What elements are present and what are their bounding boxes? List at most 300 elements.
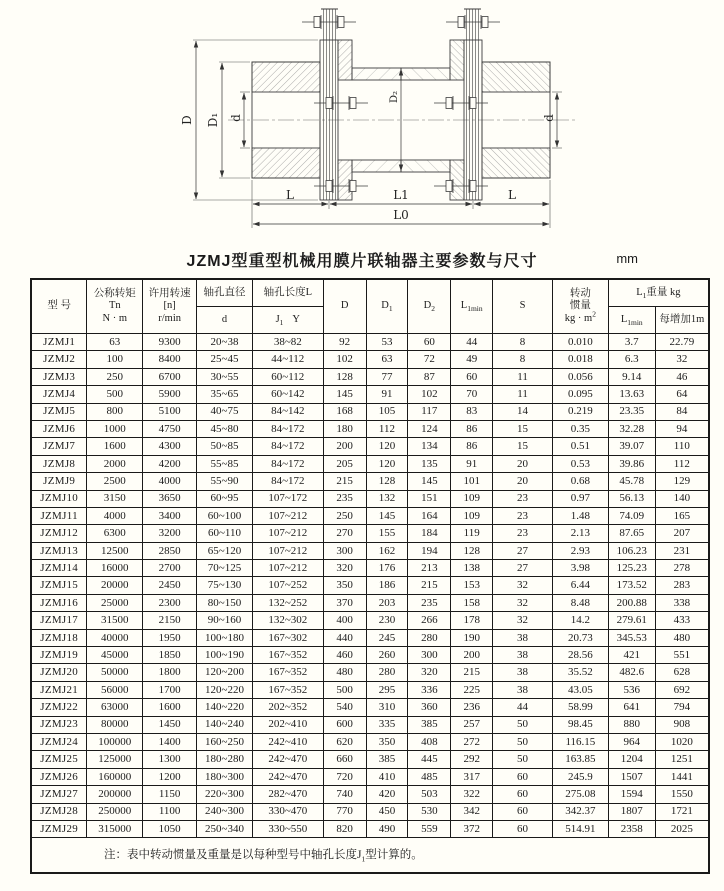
cell-per-meter-weight: 46 xyxy=(655,368,709,385)
table-row xyxy=(31,716,709,733)
cell-torque: 100 xyxy=(87,351,143,368)
cell-S: 23 xyxy=(493,525,553,542)
cell-bore-len: 242~410 xyxy=(252,733,323,750)
cell-S: 60 xyxy=(493,803,553,820)
header-bore-diameter-d: d xyxy=(197,307,253,334)
cell-D2: 385 xyxy=(408,716,451,733)
cell-per-meter-weight: 628 xyxy=(655,664,709,681)
cell-torque: 200000 xyxy=(87,786,143,803)
cell-per-meter-weight: 908 xyxy=(655,716,709,733)
cell-S: 38 xyxy=(493,681,553,698)
dim-label-D1: D₁ xyxy=(206,112,220,128)
cell-inertia: 2.13 xyxy=(552,525,608,542)
cell-L1min: 342 xyxy=(451,803,493,820)
dim-label-L1: L1 xyxy=(393,188,409,202)
cell-model: JZMJ14 xyxy=(31,560,87,577)
cell-per-meter-weight: 278 xyxy=(655,560,709,577)
dim-label-d-right: d xyxy=(542,114,556,122)
cell-bore-len: 44~112 xyxy=(252,351,323,368)
cell-per-meter-weight: 165 xyxy=(655,507,709,524)
cell-D: 480 xyxy=(323,664,366,681)
table-row xyxy=(31,542,709,559)
cell-L1min: 272 xyxy=(451,733,493,750)
table-row xyxy=(31,351,709,368)
cell-D: 102 xyxy=(323,351,366,368)
cell-speed: 5100 xyxy=(143,403,197,420)
header-model: 型 号 xyxy=(31,279,87,334)
cell-D1: 245 xyxy=(366,629,408,646)
cell-per-meter-weight: 338 xyxy=(655,594,709,611)
cell-L1min: 86 xyxy=(451,420,493,437)
cell-D1: 186 xyxy=(366,577,408,594)
cell-D2: 485 xyxy=(408,768,451,785)
cell-per-meter-weight: 140 xyxy=(655,490,709,507)
cell-speed: 8400 xyxy=(143,351,197,368)
cell-speed: 4750 xyxy=(143,420,197,437)
cell-D1: 280 xyxy=(366,664,408,681)
cell-torque: 1000 xyxy=(87,420,143,437)
table-row xyxy=(31,490,709,507)
header-S: S xyxy=(493,279,553,334)
cell-D: 180 xyxy=(323,420,366,437)
cell-D2: 194 xyxy=(408,542,451,559)
cell-D1: 77 xyxy=(366,368,408,385)
cell-bore-dia: 65~120 xyxy=(197,542,253,559)
cell-D1: 128 xyxy=(366,473,408,490)
cell-S: 15 xyxy=(493,438,553,455)
bolt-icon xyxy=(314,96,368,110)
cell-bore-len: 330~470 xyxy=(252,803,323,820)
cell-model: JZMJ29 xyxy=(31,820,87,837)
cell-model: JZMJ1 xyxy=(31,334,87,351)
cell-l1min-weight: 3.7 xyxy=(608,334,655,351)
cell-speed: 2700 xyxy=(143,560,197,577)
cell-D2: 266 xyxy=(408,612,451,629)
cell-l1min-weight: 964 xyxy=(608,733,655,750)
cell-L1min: 109 xyxy=(451,490,493,507)
cell-torque: 100000 xyxy=(87,733,143,750)
cell-speed: 4300 xyxy=(143,438,197,455)
cell-L1min: 215 xyxy=(451,664,493,681)
cell-L1min: 86 xyxy=(451,438,493,455)
cell-per-meter-weight: 129 xyxy=(655,473,709,490)
cell-S: 60 xyxy=(493,786,553,803)
cell-speed: 2150 xyxy=(143,612,197,629)
table-row xyxy=(31,664,709,681)
cell-L1min: 60 xyxy=(451,368,493,385)
table-header xyxy=(31,279,709,334)
cell-S: 32 xyxy=(493,577,553,594)
cell-S: 8 xyxy=(493,351,553,368)
cell-bore-len: 330~550 xyxy=(252,820,323,837)
cell-model: JZMJ20 xyxy=(31,664,87,681)
cell-L1min: 225 xyxy=(451,681,493,698)
table-note: 注：表中转动惯量及重量是以每种型号中轴孔长度$J_1$型计算的。 xyxy=(31,838,709,874)
cell-bore-dia: 55~90 xyxy=(197,473,253,490)
dim-label-D: D xyxy=(180,115,194,125)
cell-speed: 1950 xyxy=(143,629,197,646)
dim-label-L-left: L xyxy=(286,188,294,202)
cell-D2: 72 xyxy=(408,351,451,368)
cell-inertia: 58.99 xyxy=(552,699,608,716)
cell-per-meter-weight: 22.79 xyxy=(655,334,709,351)
cell-L1min: 44 xyxy=(451,334,493,351)
cell-model: JZMJ6 xyxy=(31,420,87,437)
cell-L1min: 128 xyxy=(451,542,493,559)
cell-inertia: 1.48 xyxy=(552,507,608,524)
cell-speed: 1150 xyxy=(143,786,197,803)
cell-inertia: 0.095 xyxy=(552,386,608,403)
table-row xyxy=(31,368,709,385)
cell-D2: 124 xyxy=(408,420,451,437)
cell-D: 215 xyxy=(323,473,366,490)
cell-l1min-weight: 880 xyxy=(608,716,655,733)
cell-S: 11 xyxy=(493,386,553,403)
bolt-icon xyxy=(446,15,500,29)
cell-L1min: 83 xyxy=(451,403,493,420)
cell-D2: 559 xyxy=(408,820,451,837)
cell-D1: 53 xyxy=(366,334,408,351)
cell-speed: 1300 xyxy=(143,751,197,768)
cell-D: 205 xyxy=(323,455,366,472)
cell-speed: 4200 xyxy=(143,455,197,472)
cell-torque: 315000 xyxy=(87,820,143,837)
cell-l1min-weight: 106.23 xyxy=(608,542,655,559)
table-row xyxy=(31,560,709,577)
coupling-drawing-section xyxy=(0,0,724,246)
cell-S: 14 xyxy=(493,403,553,420)
cell-D2: 145 xyxy=(408,473,451,490)
cell-inertia: 0.35 xyxy=(552,420,608,437)
header-speed: 许用转速 [n] r/min xyxy=(143,279,197,334)
header-bore-diameter: 轴孔直径 xyxy=(197,279,253,307)
table-row xyxy=(31,525,709,542)
cell-S: 27 xyxy=(493,542,553,559)
cell-speed: 1600 xyxy=(143,699,197,716)
cell-inertia: 3.98 xyxy=(552,560,608,577)
header-L1-weight-group: $L_1$重量 kg xyxy=(608,279,709,307)
cell-L1min: 49 xyxy=(451,351,493,368)
header-D1: $D_1$ xyxy=(366,279,408,334)
table-row xyxy=(31,334,709,351)
cell-D1: 63 xyxy=(366,351,408,368)
header-bore-length: 轴孔长度L xyxy=(252,279,323,307)
cell-torque: 2500 xyxy=(87,473,143,490)
cell-model: JZMJ3 xyxy=(31,368,87,385)
table-row xyxy=(31,751,709,768)
cell-D1: 310 xyxy=(366,699,408,716)
cell-bore-dia: 140~220 xyxy=(197,699,253,716)
cell-model: JZMJ2 xyxy=(31,351,87,368)
cell-speed: 1050 xyxy=(143,820,197,837)
cell-D2: 445 xyxy=(408,751,451,768)
cell-torque: 56000 xyxy=(87,681,143,698)
header-weight-per-meter: 每增加1m xyxy=(655,307,709,334)
cell-bore-len: 107~172 xyxy=(252,490,323,507)
cell-D: 128 xyxy=(323,368,366,385)
cell-L1min: 119 xyxy=(451,525,493,542)
table-row xyxy=(31,681,709,698)
cell-bore-dia: 160~250 xyxy=(197,733,253,750)
cell-bore-dia: 40~75 xyxy=(197,403,253,420)
cell-bore-dia: 120~200 xyxy=(197,664,253,681)
cell-l1min-weight: 2358 xyxy=(608,820,655,837)
spec-table xyxy=(30,278,710,874)
cell-speed: 2850 xyxy=(143,542,197,559)
cell-D2: 135 xyxy=(408,455,451,472)
cell-L1min: 138 xyxy=(451,560,493,577)
cell-speed: 1200 xyxy=(143,768,197,785)
cell-speed: 4000 xyxy=(143,473,197,490)
cell-S: 38 xyxy=(493,664,553,681)
cell-D1: 410 xyxy=(366,768,408,785)
cell-inertia: 245.9 xyxy=(552,768,608,785)
cell-D: 460 xyxy=(323,647,366,664)
cell-inertia: 0.97 xyxy=(552,490,608,507)
cell-torque: 250 xyxy=(87,368,143,385)
cell-torque: 45000 xyxy=(87,647,143,664)
cell-D: 400 xyxy=(323,612,366,629)
cell-bore-len: 38~82 xyxy=(252,334,323,351)
cell-per-meter-weight: 433 xyxy=(655,612,709,629)
cell-inertia: 20.73 xyxy=(552,629,608,646)
cell-S: 38 xyxy=(493,647,553,664)
cell-inertia: 0.53 xyxy=(552,455,608,472)
cell-per-meter-weight: 84 xyxy=(655,403,709,420)
table-row xyxy=(31,455,709,472)
cell-l1min-weight: 13.63 xyxy=(608,386,655,403)
cell-model: JZMJ24 xyxy=(31,733,87,750)
cell-L1min: 372 xyxy=(451,820,493,837)
cell-D2: 215 xyxy=(408,577,451,594)
cell-per-meter-weight: 794 xyxy=(655,699,709,716)
cell-bore-len: 84~172 xyxy=(252,438,323,455)
cell-D1: 450 xyxy=(366,803,408,820)
cell-inertia: 0.056 xyxy=(552,368,608,385)
cell-model: JZMJ15 xyxy=(31,577,87,594)
cell-inertia: 0.018 xyxy=(552,351,608,368)
cell-bore-len: 107~212 xyxy=(252,507,323,524)
unit-label: mm xyxy=(616,251,638,266)
cell-bore-len: 107~212 xyxy=(252,525,323,542)
cell-D1: 120 xyxy=(366,455,408,472)
table-row xyxy=(31,403,709,420)
table-row xyxy=(31,612,709,629)
cell-per-meter-weight: 1020 xyxy=(655,733,709,750)
cell-inertia: 275.08 xyxy=(552,786,608,803)
header-weight-L1min: $L_{1min}$ xyxy=(608,307,655,334)
table-row xyxy=(31,473,709,490)
cell-bore-len: 132~252 xyxy=(252,594,323,611)
cell-L1min: 190 xyxy=(451,629,493,646)
cell-l1min-weight: 173.52 xyxy=(608,577,655,594)
cell-torque: 500 xyxy=(87,386,143,403)
cell-D2: 280 xyxy=(408,629,451,646)
cell-D: 350 xyxy=(323,577,366,594)
cell-S: 44 xyxy=(493,699,553,716)
table-row xyxy=(31,420,709,437)
table-row xyxy=(31,507,709,524)
cell-inertia: 0.010 xyxy=(552,334,608,351)
cell-D: 660 xyxy=(323,751,366,768)
cell-D1: 490 xyxy=(366,820,408,837)
cell-torque: 2000 xyxy=(87,455,143,472)
cell-D: 168 xyxy=(323,403,366,420)
cell-torque: 20000 xyxy=(87,577,143,594)
cell-per-meter-weight: 94 xyxy=(655,420,709,437)
cell-bore-dia: 60~110 xyxy=(197,525,253,542)
cell-speed: 3400 xyxy=(143,507,197,524)
cell-L1min: 236 xyxy=(451,699,493,716)
cell-D2: 320 xyxy=(408,664,451,681)
cell-per-meter-weight: 207 xyxy=(655,525,709,542)
cell-model: JZMJ23 xyxy=(31,716,87,733)
cell-bore-len: 242~470 xyxy=(252,751,323,768)
cell-per-meter-weight: 283 xyxy=(655,577,709,594)
cell-S: 11 xyxy=(493,368,553,385)
cell-D1: 203 xyxy=(366,594,408,611)
cell-S: 50 xyxy=(493,716,553,733)
cell-speed: 2300 xyxy=(143,594,197,611)
header-inertia: 转动 惯量 kg · $m^2$ xyxy=(552,279,608,334)
cell-D2: 87 xyxy=(408,368,451,385)
cell-speed: 1400 xyxy=(143,733,197,750)
header-torque: 公称转矩 Tn N · m xyxy=(87,279,143,334)
header-D2: $D_2$ xyxy=(408,279,451,334)
cell-D: 235 xyxy=(323,490,366,507)
cell-l1min-weight: 39.07 xyxy=(608,438,655,455)
cell-torque: 250000 xyxy=(87,803,143,820)
cell-bore-len: 167~352 xyxy=(252,681,323,698)
cell-bore-len: 167~352 xyxy=(252,647,323,664)
cell-L1min: 257 xyxy=(451,716,493,733)
cell-bore-dia: 90~160 xyxy=(197,612,253,629)
cell-D1: 155 xyxy=(366,525,408,542)
cell-inertia: 0.68 xyxy=(552,473,608,490)
cell-D1: 105 xyxy=(366,403,408,420)
cell-bore-len: 167~302 xyxy=(252,629,323,646)
cell-l1min-weight: 641 xyxy=(608,699,655,716)
table-row xyxy=(31,733,709,750)
table-row xyxy=(31,386,709,403)
cell-model: JZMJ8 xyxy=(31,455,87,472)
cell-l1min-weight: 345.53 xyxy=(608,629,655,646)
header-L1min: $L_{1min}$ xyxy=(451,279,493,334)
cell-bore-dia: 50~85 xyxy=(197,438,253,455)
cell-D1: 420 xyxy=(366,786,408,803)
cell-bore-len: 132~302 xyxy=(252,612,323,629)
cell-torque: 12500 xyxy=(87,542,143,559)
cell-D: 250 xyxy=(323,507,366,524)
cell-bore-len: 202~352 xyxy=(252,699,323,716)
table-row xyxy=(31,803,709,820)
cell-speed: 5900 xyxy=(143,386,197,403)
cell-torque: 50000 xyxy=(87,664,143,681)
cell-model: JZMJ4 xyxy=(31,386,87,403)
cell-D2: 336 xyxy=(408,681,451,698)
cell-L1min: 292 xyxy=(451,751,493,768)
cell-D: 720 xyxy=(323,768,366,785)
cell-l1min-weight: 125.23 xyxy=(608,560,655,577)
cell-model: JZMJ25 xyxy=(31,751,87,768)
cell-L1min: 91 xyxy=(451,455,493,472)
cell-torque: 3150 xyxy=(87,490,143,507)
cell-bore-len: 242~470 xyxy=(252,768,323,785)
cell-per-meter-weight: 480 xyxy=(655,629,709,646)
cell-bore-len: 282~470 xyxy=(252,786,323,803)
cell-S: 8 xyxy=(493,334,553,351)
cell-D1: 162 xyxy=(366,542,408,559)
cell-D: 320 xyxy=(323,560,366,577)
cell-S: 38 xyxy=(493,629,553,646)
cell-model: JZMJ10 xyxy=(31,490,87,507)
table-row xyxy=(31,699,709,716)
cell-bore-dia: 100~180 xyxy=(197,629,253,646)
table-row xyxy=(31,768,709,785)
cell-D: 440 xyxy=(323,629,366,646)
cell-speed: 2450 xyxy=(143,577,197,594)
cell-inertia: 6.44 xyxy=(552,577,608,594)
cell-l1min-weight: 200.88 xyxy=(608,594,655,611)
cell-S: 50 xyxy=(493,751,553,768)
cell-bore-dia: 140~240 xyxy=(197,716,253,733)
cell-l1min-weight: 39.86 xyxy=(608,455,655,472)
cell-bore-dia: 80~150 xyxy=(197,594,253,611)
cell-torque: 80000 xyxy=(87,716,143,733)
cell-S: 23 xyxy=(493,490,553,507)
cell-D2: 213 xyxy=(408,560,451,577)
cell-D: 370 xyxy=(323,594,366,611)
cell-model: JZMJ21 xyxy=(31,681,87,698)
cell-speed: 9300 xyxy=(143,334,197,351)
cell-bore-dia: 30~55 xyxy=(197,368,253,385)
cell-L1min: 109 xyxy=(451,507,493,524)
cell-per-meter-weight: 64 xyxy=(655,386,709,403)
cell-S: 20 xyxy=(493,455,553,472)
cell-inertia: 514.91 xyxy=(552,820,608,837)
cell-model: JZMJ18 xyxy=(31,629,87,646)
cell-S: 20 xyxy=(493,473,553,490)
cell-D1: 112 xyxy=(366,420,408,437)
cell-model: JZMJ26 xyxy=(31,768,87,785)
cell-l1min-weight: 536 xyxy=(608,681,655,698)
cell-l1min-weight: 1507 xyxy=(608,768,655,785)
cell-per-meter-weight: 110 xyxy=(655,438,709,455)
cell-inertia: 0.51 xyxy=(552,438,608,455)
cell-torque: 6300 xyxy=(87,525,143,542)
cell-speed: 3200 xyxy=(143,525,197,542)
cell-D: 300 xyxy=(323,542,366,559)
dim-label-D2: D₂ xyxy=(389,90,400,104)
cell-model: JZMJ22 xyxy=(31,699,87,716)
header-bore-length-j1y: $J_1$ Y xyxy=(252,307,323,334)
cell-l1min-weight: 1594 xyxy=(608,786,655,803)
cell-L1min: 317 xyxy=(451,768,493,785)
cell-model: JZMJ27 xyxy=(31,786,87,803)
cell-D1: 335 xyxy=(366,716,408,733)
cell-D2: 117 xyxy=(408,403,451,420)
cell-bore-dia: 220~300 xyxy=(197,786,253,803)
cell-l1min-weight: 1807 xyxy=(608,803,655,820)
cell-model: JZMJ13 xyxy=(31,542,87,559)
table-row xyxy=(31,577,709,594)
cell-per-meter-weight: 551 xyxy=(655,647,709,664)
cell-bore-len: 60~142 xyxy=(252,386,323,403)
cell-bore-dia: 60~95 xyxy=(197,490,253,507)
cell-bore-dia: 55~85 xyxy=(197,455,253,472)
cell-S: 32 xyxy=(493,594,553,611)
cell-L1min: 158 xyxy=(451,594,493,611)
